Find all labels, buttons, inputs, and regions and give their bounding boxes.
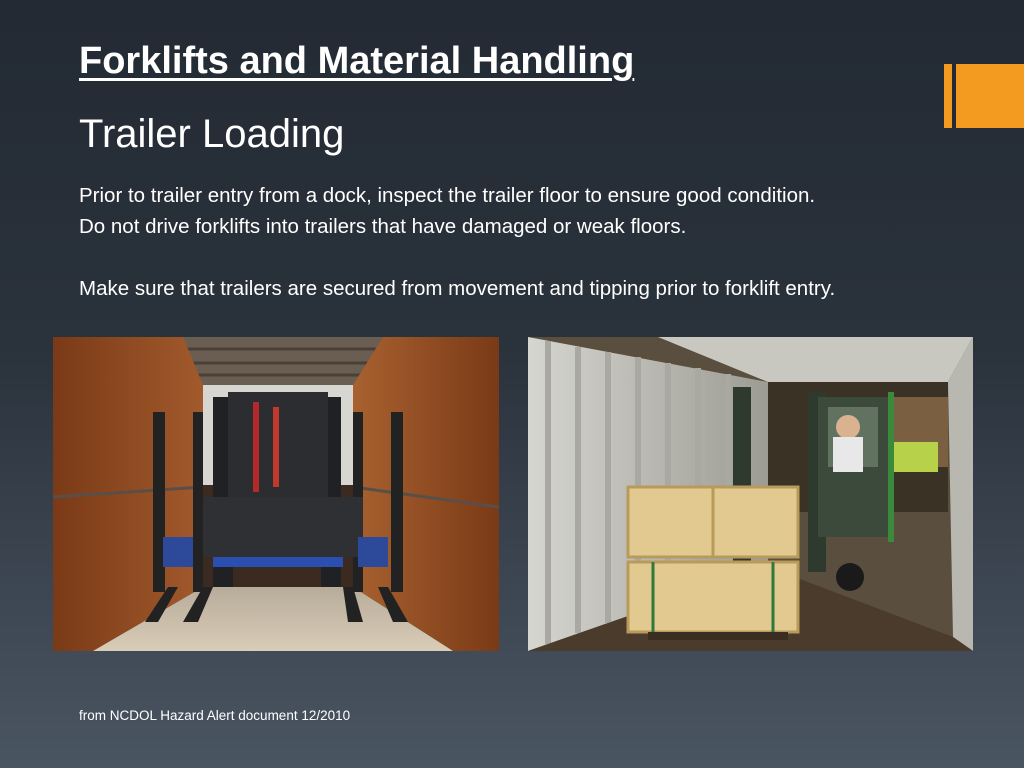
- body-paragraph: Do not drive forklifts into trailers that have damaged or weak floors.: [79, 215, 687, 238]
- slide-title: Forklifts and Material Handling: [79, 40, 635, 82]
- slide-subtitle: Trailer Loading: [79, 112, 345, 156]
- body-paragraph: Make sure that trailers are secured from movement and tipping prior to forklift entry.: [79, 277, 836, 300]
- body-paragraph: Prior to trailer entry from a dock, inspect the trailer floor to ensure good condition.: [79, 184, 816, 207]
- slide-body: [79, 180, 989, 304]
- accent-bar: [944, 64, 1024, 128]
- forklift-with-crates-in-container-photo: [528, 337, 973, 651]
- forklift-in-trailer-photo: [53, 337, 499, 651]
- source-citation: from NCDOL Hazard Alert document 12/2010: [79, 708, 351, 723]
- accent-bar-divider: [952, 64, 956, 128]
